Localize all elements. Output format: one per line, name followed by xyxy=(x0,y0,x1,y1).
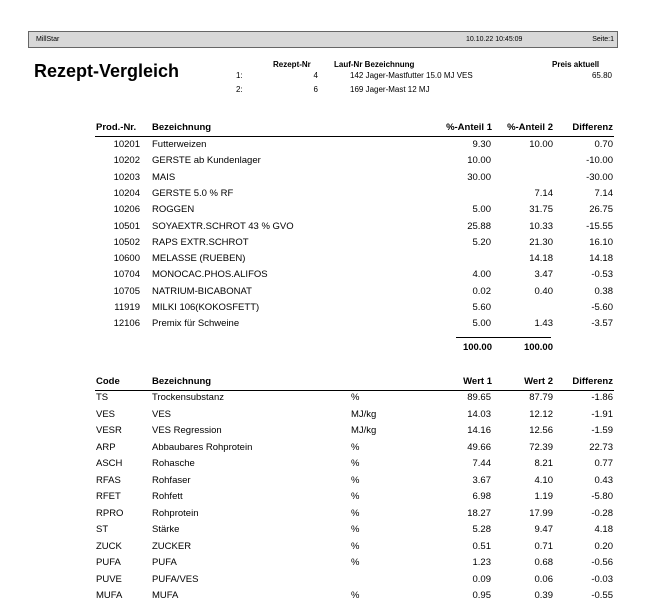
recipe-index: 2: xyxy=(236,85,243,94)
product-bezeichnung: RAPS EXTR.SCHROT xyxy=(152,236,249,248)
nutrient-wert1: 7.44 xyxy=(472,458,491,469)
nutrient-differenz: 4.18 xyxy=(594,524,613,535)
nutrient-bezeichnung: Rohasche xyxy=(152,458,195,469)
products-total-row xyxy=(0,340,645,356)
product-anteil2: 10.00 xyxy=(529,139,553,150)
nutrient-row xyxy=(0,588,645,604)
product-differenz: 26.75 xyxy=(589,204,613,216)
product-differenz: -10.00 xyxy=(586,155,613,167)
nutrient-unit: % xyxy=(351,491,360,502)
product-differenz: -3.57 xyxy=(591,318,613,330)
nutrient-unit: MJ/kg xyxy=(351,408,377,420)
product-nr: 12106 xyxy=(113,318,140,330)
nutrient-wert1: 14.16 xyxy=(467,425,491,436)
product-anteil2: 3.47 xyxy=(534,269,553,281)
product-nr: 11919 xyxy=(114,302,140,313)
nutrient-row xyxy=(0,407,645,423)
recipe-number: 4 xyxy=(313,71,318,80)
nutrient-wert2: 12.56 xyxy=(529,425,553,436)
product-differenz: -15.55 xyxy=(586,220,613,232)
product-row xyxy=(0,202,645,218)
nutrient-code: TS xyxy=(96,392,109,403)
nutrient-row xyxy=(0,539,645,555)
product-bezeichnung: Futterweizen xyxy=(152,139,207,150)
nutrient-unit: % xyxy=(351,474,360,486)
product-bezeichnung: GERSTE ab Kundenlager xyxy=(152,155,261,167)
product-nr: 10705 xyxy=(113,285,140,297)
product-anteil1: 5.00 xyxy=(472,204,491,216)
nutrient-unit: MJ/kg xyxy=(351,425,377,436)
product-row xyxy=(0,153,645,169)
nutrient-differenz: 0.77 xyxy=(594,458,613,469)
total-anteil2: 100.00 xyxy=(523,342,553,353)
nutrient-wert2: 8.21 xyxy=(534,458,553,469)
product-row xyxy=(0,316,645,332)
nutrient-code: RFET xyxy=(96,491,121,502)
nutrient-differenz: -1.91 xyxy=(591,408,613,420)
product-anteil2: 0.40 xyxy=(534,285,553,297)
product-anteil2: 14.18 xyxy=(529,253,553,265)
nutrient-wert2: 12.12 xyxy=(529,408,553,420)
nutrient-bezeichnung: ZUCKER xyxy=(152,540,192,552)
product-differenz: 0.70 xyxy=(594,139,613,150)
product-row xyxy=(0,219,645,235)
nutrient-code: VES xyxy=(96,408,116,420)
product-anteil1: 5.60 xyxy=(472,302,491,313)
nutrient-code: RPRO xyxy=(96,507,124,519)
nutrient-differenz: -0.56 xyxy=(591,557,613,568)
nutrient-unit: % xyxy=(351,458,360,469)
nutrient-wert2: 0.06 xyxy=(534,573,553,585)
col-nutr-differenz: Differenz xyxy=(572,376,613,387)
nutrient-row xyxy=(0,522,645,538)
product-anteil1: 4.00 xyxy=(472,269,491,281)
recipe-index: 1: xyxy=(236,71,243,80)
product-anteil2: 31.75 xyxy=(529,204,553,216)
nutrient-bezeichnung: VES Regression xyxy=(152,425,222,436)
page-title: Rezept-Vergleich xyxy=(34,61,180,81)
product-bezeichnung: NATRIUM-BICABONAT xyxy=(152,285,252,297)
nutrient-wert1: 0.95 xyxy=(472,590,491,601)
nutrient-row xyxy=(0,456,645,472)
nutrient-differenz: 22.73 xyxy=(589,441,613,453)
product-row xyxy=(0,137,645,153)
nutrient-differenz: -0.28 xyxy=(591,507,613,519)
product-differenz: -5.60 xyxy=(591,302,613,313)
nutrient-differenz: -1.59 xyxy=(591,425,613,436)
nutrient-bezeichnung: Trockensubstanz xyxy=(152,392,224,403)
nutrient-bezeichnung: Stärke xyxy=(152,524,180,535)
nutrient-row xyxy=(0,423,645,439)
col-anteil1: %-Anteil 1 xyxy=(446,122,492,133)
nutrient-unit: % xyxy=(351,441,360,453)
product-bezeichnung: MILKI 106(KOKOSFETT) xyxy=(152,302,260,313)
nutrient-unit: % xyxy=(351,392,360,403)
product-nr: 10501 xyxy=(113,220,140,232)
nutrient-bezeichnung: MUFA xyxy=(152,590,179,601)
nutrient-wert1: 0.51 xyxy=(472,540,491,552)
nutrient-row xyxy=(0,489,645,505)
nutrient-wert2: 72.39 xyxy=(529,441,553,453)
nutrient-wert1: 49.66 xyxy=(467,441,491,453)
col-bezeichnung: Bezeichnung xyxy=(152,122,212,133)
nutrient-code: PUFA xyxy=(96,557,121,568)
recipe-number: 6 xyxy=(313,85,318,94)
product-differenz: 14.18 xyxy=(589,253,613,265)
nutrient-wert2: 0.39 xyxy=(534,590,553,601)
product-differenz: -0.53 xyxy=(591,269,613,281)
product-anteil2: 7.14 xyxy=(534,187,553,199)
nutrient-wert2: 0.68 xyxy=(534,557,553,568)
col-differenz: Differenz xyxy=(572,122,613,133)
product-nr: 10201 xyxy=(113,139,140,150)
product-row xyxy=(0,170,645,186)
col-preis-header: Preis aktuell xyxy=(552,60,600,69)
nutrient-row xyxy=(0,390,645,406)
col-prodnr: Prod.-Nr. xyxy=(96,122,137,133)
nutrient-bezeichnung: Rohprotein xyxy=(152,507,199,519)
nutrient-differenz: -1.86 xyxy=(591,392,613,403)
nutrient-code: ARP xyxy=(96,441,116,453)
nutrient-code: ST xyxy=(96,524,109,535)
nutrient-wert2: 17.99 xyxy=(529,507,553,519)
product-nr: 10704 xyxy=(113,269,140,281)
nutrient-bezeichnung: Rohfaser xyxy=(152,474,191,486)
col-rezept-header: Rezept-Nr xyxy=(273,60,311,69)
product-row xyxy=(0,267,645,283)
product-row xyxy=(0,235,645,251)
nutrient-row xyxy=(0,506,645,522)
product-anteil2: 10.33 xyxy=(529,220,553,232)
product-anteil1: 5.00 xyxy=(472,318,491,330)
product-anteil2: 1.43 xyxy=(534,318,553,330)
nutrients-header-row xyxy=(0,374,645,390)
total-anteil1: 100.00 xyxy=(462,342,492,353)
col-anteil2: %-Anteil 2 xyxy=(507,122,553,133)
nutrient-row xyxy=(0,440,645,456)
product-bezeichnung: GERSTE 5.0 % RF xyxy=(152,187,234,199)
product-bezeichnung: MELASSE (RUEBEN) xyxy=(152,253,246,265)
product-bezeichnung: MONOCAC.PHOS.ALIFOS xyxy=(152,269,268,281)
nutrient-code: VESR xyxy=(96,425,122,436)
nutrient-bezeichnung: Abbaubares Rohprotein xyxy=(152,441,253,453)
product-differenz: -30.00 xyxy=(586,171,613,183)
nutrient-bezeichnung: PUFA xyxy=(152,557,177,568)
nutrient-differenz: -0.55 xyxy=(591,590,613,601)
nutrient-code: ASCH xyxy=(96,458,123,469)
nutrient-unit: % xyxy=(351,524,360,535)
nutrient-wert2: 0.71 xyxy=(534,540,553,552)
page-number: Seite:1 xyxy=(592,36,614,43)
recipe-lauf-bezeichnung: 169 Jager-Mast 12 MJ xyxy=(350,85,430,94)
nutrient-code: RFAS xyxy=(96,474,121,486)
nutrient-row xyxy=(0,473,645,489)
product-row xyxy=(0,284,645,300)
nutrient-bezeichnung: VES xyxy=(152,408,172,420)
nutrient-code: ZUCK xyxy=(96,540,122,552)
col-wert2: Wert 2 xyxy=(524,376,553,387)
product-nr: 10203 xyxy=(113,171,140,183)
nutrient-bezeichnung: PUFA/VES xyxy=(152,573,199,585)
product-nr: 10600 xyxy=(113,253,140,265)
nutrient-row xyxy=(0,555,645,571)
recipe-lauf-bezeichnung: 142 Jager-Mastfutter 15.0 MJ VES xyxy=(350,71,473,80)
nutrient-wert2: 87.79 xyxy=(529,392,553,403)
nutrient-wert1: 5.28 xyxy=(472,524,491,535)
product-anteil1: 30.00 xyxy=(467,171,491,183)
products-header-row xyxy=(0,120,645,136)
product-nr: 10502 xyxy=(113,236,140,248)
nutrient-bezeichnung: Rohfett xyxy=(152,491,183,502)
col-code: Code xyxy=(96,376,120,387)
nutrient-unit: % xyxy=(351,507,360,519)
products-total-rule xyxy=(456,337,551,338)
recipe-price: 65.80 xyxy=(591,71,612,80)
nutrient-unit: % xyxy=(351,590,360,601)
product-nr: 10206 xyxy=(113,204,140,216)
nutrient-differenz: -5.80 xyxy=(591,491,613,502)
product-row xyxy=(0,300,645,316)
product-bezeichnung: Premix für Schweine xyxy=(152,318,240,330)
product-anteil1: 0.02 xyxy=(472,285,491,297)
product-differenz: 16.10 xyxy=(589,236,613,248)
product-bezeichnung: SOYAEXTR.SCHROT 43 % GVO xyxy=(152,220,294,232)
col-lauf-header: Lauf-Nr Bezeichnung xyxy=(334,60,415,69)
report-datetime: 10.10.22 10:45:09 xyxy=(466,36,523,43)
nutrient-wert2: 1.19 xyxy=(534,491,553,502)
col-nutr-bezeichnung: Bezeichnung xyxy=(152,376,212,387)
product-anteil1: 9.30 xyxy=(472,139,491,150)
product-nr: 10204 xyxy=(113,187,140,199)
nutrient-differenz: -0.03 xyxy=(591,573,613,585)
product-differenz: 0.38 xyxy=(594,285,613,297)
nutrient-unit: % xyxy=(351,540,360,552)
product-bezeichnung: ROGGEN xyxy=(152,204,195,216)
nutrient-row xyxy=(0,572,645,588)
nutrient-wert1: 1.23 xyxy=(472,557,491,568)
nutrient-wert1: 6.98 xyxy=(472,491,491,502)
nutrient-wert1: 3.67 xyxy=(472,474,491,486)
product-anteil1: 5.20 xyxy=(472,236,491,248)
report-header-bar xyxy=(28,31,618,48)
nutrient-unit: % xyxy=(351,557,360,568)
product-bezeichnung: MAIS xyxy=(152,171,176,183)
product-row xyxy=(0,251,645,267)
nutrient-wert1: 89.65 xyxy=(467,392,491,403)
nutrient-wert1: 18.27 xyxy=(467,507,491,519)
nutrient-wert1: 14.03 xyxy=(467,408,491,420)
nutrient-wert2: 4.10 xyxy=(534,474,553,486)
product-nr: 10202 xyxy=(113,155,140,167)
nutrient-differenz: 0.20 xyxy=(594,540,613,552)
nutrient-wert1: 0.09 xyxy=(472,573,491,585)
col-wert1: Wert 1 xyxy=(463,376,492,387)
nutrient-code: PUVE xyxy=(96,573,122,585)
product-differenz: 7.14 xyxy=(594,187,613,199)
product-anteil2: 21.30 xyxy=(529,236,553,248)
product-anteil1: 25.88 xyxy=(467,220,491,232)
nutrient-wert2: 9.47 xyxy=(534,524,553,535)
product-anteil1: 10.00 xyxy=(467,155,491,167)
nutrient-differenz: 0.43 xyxy=(594,474,613,486)
product-row xyxy=(0,186,645,202)
nutrient-code: MUFA xyxy=(96,590,123,601)
app-name: MillStar xyxy=(36,36,60,43)
